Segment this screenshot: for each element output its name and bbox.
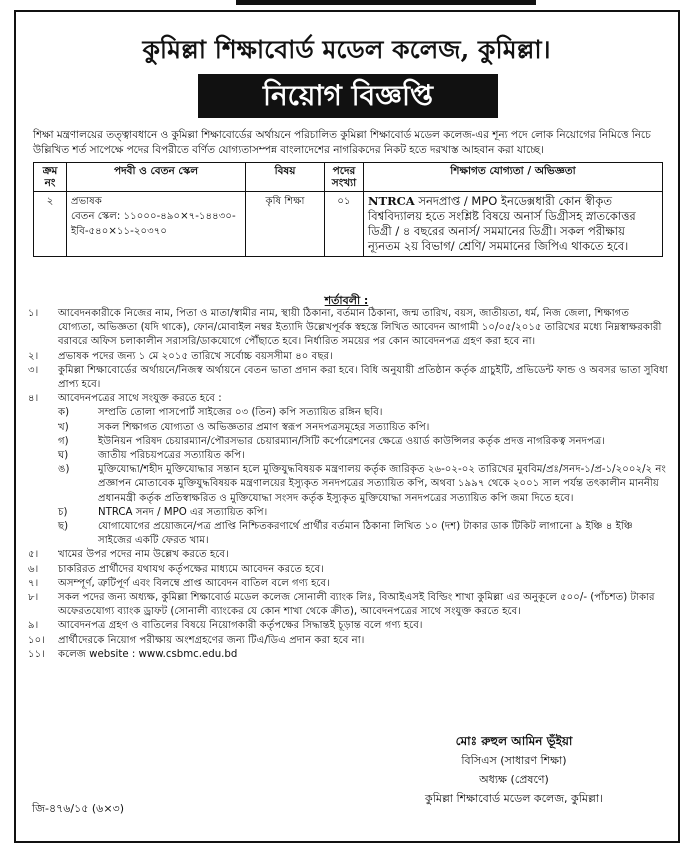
attachment-text: সকল শিক্ষাগত যোগ্যতা ও অভিজ্ঞতার প্রমাণ স্বরূপ সনদপত্রসমূহের সত্যায়িত কপি। <box>98 421 430 433</box>
attachment-letter: গ) <box>58 435 69 447</box>
attachment-item <box>28 449 668 463</box>
condition-number: ১০। <box>28 634 45 646</box>
condition-text: কুমিল্লা শিক্ষাবোর্ডের অর্থায়নে/নিজস্ব অর্থায়নে বেতন ভাতা প্রদান করা হবে। বিধি অনুযায়ী প্রতিষ্ঠান কর্তৃক গ্রাচুইটি, প্রভিডেন্ট ফান্ড ও অবসর ভাতা সুবিধা প্রাপ্য হবে। <box>58 364 668 391</box>
condition-item <box>28 350 668 364</box>
cell-count: ০১ <box>325 192 364 257</box>
condition-number: ১১। <box>28 648 45 660</box>
condition-item <box>28 634 668 648</box>
attachment-item <box>28 435 668 449</box>
attachment-text: যোগাযোগের প্রয়োজনে/পত্র প্রাপ্তি নিশ্চিতকরণার্থে প্রার্থীর বর্তমান ঠিকানা লিখিত ১০ (দশ) টাকার ডাক টিকিট লাগানো ৯ ইঞ্চি ৪ ইঞ্চি সাইজের একটি ফেরত খাম। <box>98 521 633 547</box>
attachment-text: NTRCA সনদ / MPO এর সত্যায়িত কপি। <box>98 506 268 518</box>
header-post: পদবী ও বেতন স্কেল <box>67 163 246 192</box>
signatory-name: মোঃ রুহুল আমিন ভূঁইয়া <box>455 734 573 748</box>
condition-item <box>28 591 668 619</box>
cell-serial: ২ <box>34 192 67 257</box>
conditions-list <box>28 307 668 662</box>
condition-text: খামের উপর পদের নাম উল্লেখ করতে হবে। <box>58 549 229 561</box>
condition-number: ৯। <box>28 620 39 632</box>
condition-item <box>28 364 668 392</box>
signatory-service: বিসিএস (সাধারণ শিক্ষা) <box>461 754 567 767</box>
condition-item <box>28 307 668 350</box>
condition-text: প্রার্থীদেরকে নিয়োগ পরীক্ষায় অংশগ্রহণের জন্য টিএ/ডিএ প্রদান করা হবে না। <box>58 634 365 646</box>
condition-text: সকল পদের জন্য অধ্যক্ষ, কুমিল্লা শিক্ষাবোর্ড মডেল কলেজ সোনালী ব্যাংক লিঃ, বিআইএসই বিল্ডিং শাখা কুমিল্লা এর অনুকূলে ৫০০/- (পাঁচশত) টাকার অফেরতযোগ্য ব্যাংক ড্রাফট (সোনালী ব্যাংকের যে কোন শাখা থেকে ক্রীত), আবেদনপত্রের সাথে সংযুক্ত করতে হবে। <box>58 592 655 618</box>
website-text: কলেজ website : www.csbmc.edu.bd <box>58 648 238 660</box>
attachment-letter: ছ) <box>58 521 69 533</box>
condition-text: প্রভাষক পদের জন্য ১ মে ২০১৫ তারিখে সর্বোচ্চ বয়সসীমা ৪০ বছর। <box>58 350 333 362</box>
qualification-text: সনদপ্রাপ্ত / MPO ইনডেক্সধারী কোন স্বীকৃত বিশ্ববিদ্যালয় হতে সংশ্লিষ্ট বিষয়ে অনার্স ডিগ্রীসহ স্নাতকোত্তর ডিগ্রী / ৪ বছরের অনার্স/ সমমানের ডিগ্রী। সকল পরীক্ষায় ন্যূনতম ২য় বিভাগ/ শ্রেণি/ সমমানের জিপিএ থাকতে হবে। <box>368 194 636 253</box>
condition-number: ১। <box>28 308 39 319</box>
attachment-item <box>28 506 668 520</box>
condition-number: ৫। <box>28 549 39 561</box>
attachment-letter: চ) <box>58 506 68 518</box>
condition-item <box>28 563 668 577</box>
table-row <box>34 192 663 257</box>
header-qualification: শিক্ষাগত যোগ্যতা / অভিজ্ঞতা <box>364 163 663 192</box>
attachment-text: মুক্তিযোদ্ধা/শহীদ মুক্তিযোদ্ধার সন্তান হলে মুক্তিযুদ্ধবিষয়ক মন্ত্রণালয় কর্তৃক জারিকৃত ২৬-০২-০২ তারিখের মুববিম/প্রঃ/সনদ-১/প্র-১/২০০২/২ নং প্রজ্ঞাপন মোতাবেক মুক্তিযুদ্ধবিষয়ক মন্ত্রণালয়ের ইস্যুকৃত সনদপত্রের সত্যায়িত কপি, অথবা ১৯৯৭ থেকে ২০০১ সাল পর্যন্ত তৎকালীন মাননীয় প্রধানমন্ত্রী কর্তৃক প্রতিস্বাক্ষরিত ও মুক্তিযোদ্ধা সংসদ কর্তৃক ইস্যুকৃত মুক্তিযোদ্ধা সনদপত্রের সত্যায়িত কপি জমা দিতে হবে। <box>98 464 666 504</box>
attachment-letter: ক) <box>58 407 70 419</box>
signatory-designation: অধ্যক্ষ (প্রেষণে) <box>479 773 549 786</box>
signature-block <box>389 732 639 808</box>
notice-title-banner: নিয়োগ বিজ্ঞপ্তি <box>198 74 498 118</box>
cell-qualification <box>364 192 663 257</box>
conditions-heading: শর্তাবলী : <box>324 294 369 307</box>
attachment-letter: ঘ) <box>58 450 69 462</box>
post-name: প্রভাষক <box>71 196 102 207</box>
condition-number: ৩। <box>28 364 39 376</box>
college-title: কুমিল্লা শিক্ষাবোর্ড মডেল কলেজ, কুমিল্লা। <box>142 35 551 64</box>
reference-number: জি-৪৭৬/১৫ (৬×৩) <box>32 802 124 815</box>
condition-text: আবেদনপত্রের সাথে সংযুক্ত করতে হবে : <box>58 393 222 405</box>
attachment-letter: ঙ) <box>58 464 70 476</box>
attachment-text: জাতীয় পরিচয়পত্রের সত্যায়িত কপি। <box>98 450 245 462</box>
condition-item <box>28 392 668 406</box>
attachment-text: সম্প্রতি তোলা পাসপোর্ট সাইজের ০৩ (তিন) কপি সত্যায়িত রঙ্গিন ছবি। <box>98 407 383 419</box>
condition-text: চাকরিরত প্রার্থীদের যথাযথ কর্তৃপক্ষের মাধ্যমে আবেদন করতে হবে। <box>58 563 324 575</box>
condition-number: ৮। <box>28 592 39 604</box>
condition-number: ৭। <box>28 577 39 589</box>
attachment-text: ইউনিয়ন পরিষদ চেয়ারম্যান/পৌরসভার চেয়ারম্যান/সিটি কর্পোরেশনের ক্ষেত্রে ওয়ার্ড কাউন্সিলর কর্তৃক প্রদত্ত নাগরিকত্ব সনদপত্র। <box>98 435 606 447</box>
condition-text: অসম্পূর্ণ, ত্রুটিপূর্ণ এবং বিলম্বে প্রাপ্ত আবেদন বাতিল বলে গণ্য হবে। <box>58 577 330 589</box>
condition-number: ৬। <box>28 563 39 575</box>
condition-item <box>28 577 668 591</box>
condition-item <box>28 548 668 562</box>
condition-number: ২। <box>28 350 39 362</box>
condition-item <box>28 648 668 662</box>
table-header-row <box>34 163 663 192</box>
intro-paragraph: শিক্ষা মন্ত্রণালয়ের তত্ত্বাবধানে ও কুমিল্লা শিক্ষাবোর্ডের অর্থায়নে পরিচালিত কুমিল্লা শিক্ষাবোর্ড মডেল কলেজ-এর শূন্য পদে লোক নিয়োগের নিমিত্তে নিচে উল্লিখিত শর্ত সাপেক্ষে পদের বিপরীতে বর্ণিত যোগ্যতাসম্পন্ন বাংলাদেশের নাগরিকদের নিকট হতে দরখাস্ত আহবান করা যাচ্ছে। <box>33 129 651 156</box>
condition-text: আবেদনকারীকে নিজের নাম, পিতা ও মাতা/স্বামীর নাম, স্থায়ী ঠিকানা, বর্তমান ঠিকানা, জন্ম তারিখ, বয়স, জাতীয়তা, ধর্ম, নিজ জেলা, শিক্ষাগত যোগ্যতা, অভিজ্ঞতা (যদি থাকে), ফোন/মোবাইল নম্বর ইত্যাদি উল্লেখপূর্বক স্বহস্তে লিখিত আবেদন আগামী ১০/০৫/২০১৫ তারিখের মধ্যে নিম্নস্বাক্ষরকারী বরাবরে অফিস চলাকালীন সরাসরি/ডাকযোগে পৌঁছাতে হবে। নির্ধারিত সময়ের পর কোন আবেদনপত্র গ্রহণ করা হবে না। <box>58 308 662 348</box>
top-border-bar <box>0 0 693 6</box>
attachment-item <box>28 406 668 420</box>
header-serial: ক্রম নং <box>34 163 67 192</box>
attachment-letter: খ) <box>58 421 69 433</box>
attachment-item <box>28 463 668 506</box>
pay-scale: বেতন স্কেল: ১১০০০-৪৯০×৭-১৪৪৩০-ইবি-৫৪০×১১-২০৩৭০ <box>71 211 236 237</box>
condition-text: আবেদনপত্র গ্রহণ ও বাতিলের বিষয়ে নিয়োগকারী কর্তৃপক্ষের সিদ্ধান্তই চূড়ান্ত বলে গণ্য হবে। <box>58 620 423 632</box>
attachment-item <box>28 421 668 435</box>
cell-subject: কৃষি শিক্ষা <box>246 192 325 257</box>
top-black-strip <box>236 0 536 5</box>
vacancy-table <box>33 162 663 257</box>
attachment-item <box>28 520 668 548</box>
condition-item <box>28 619 668 633</box>
header-count: পদের সংখ্যা <box>325 163 364 192</box>
header-subject: বিষয় <box>246 163 325 192</box>
signatory-institution: কুমিল্লা শিক্ষাবোর্ড মডেল কলেজ, কুমিল্লা। <box>425 792 603 805</box>
qualification-lead: NTRCA <box>368 194 415 208</box>
cell-post <box>67 192 246 257</box>
condition-number: ৪। <box>28 393 39 405</box>
